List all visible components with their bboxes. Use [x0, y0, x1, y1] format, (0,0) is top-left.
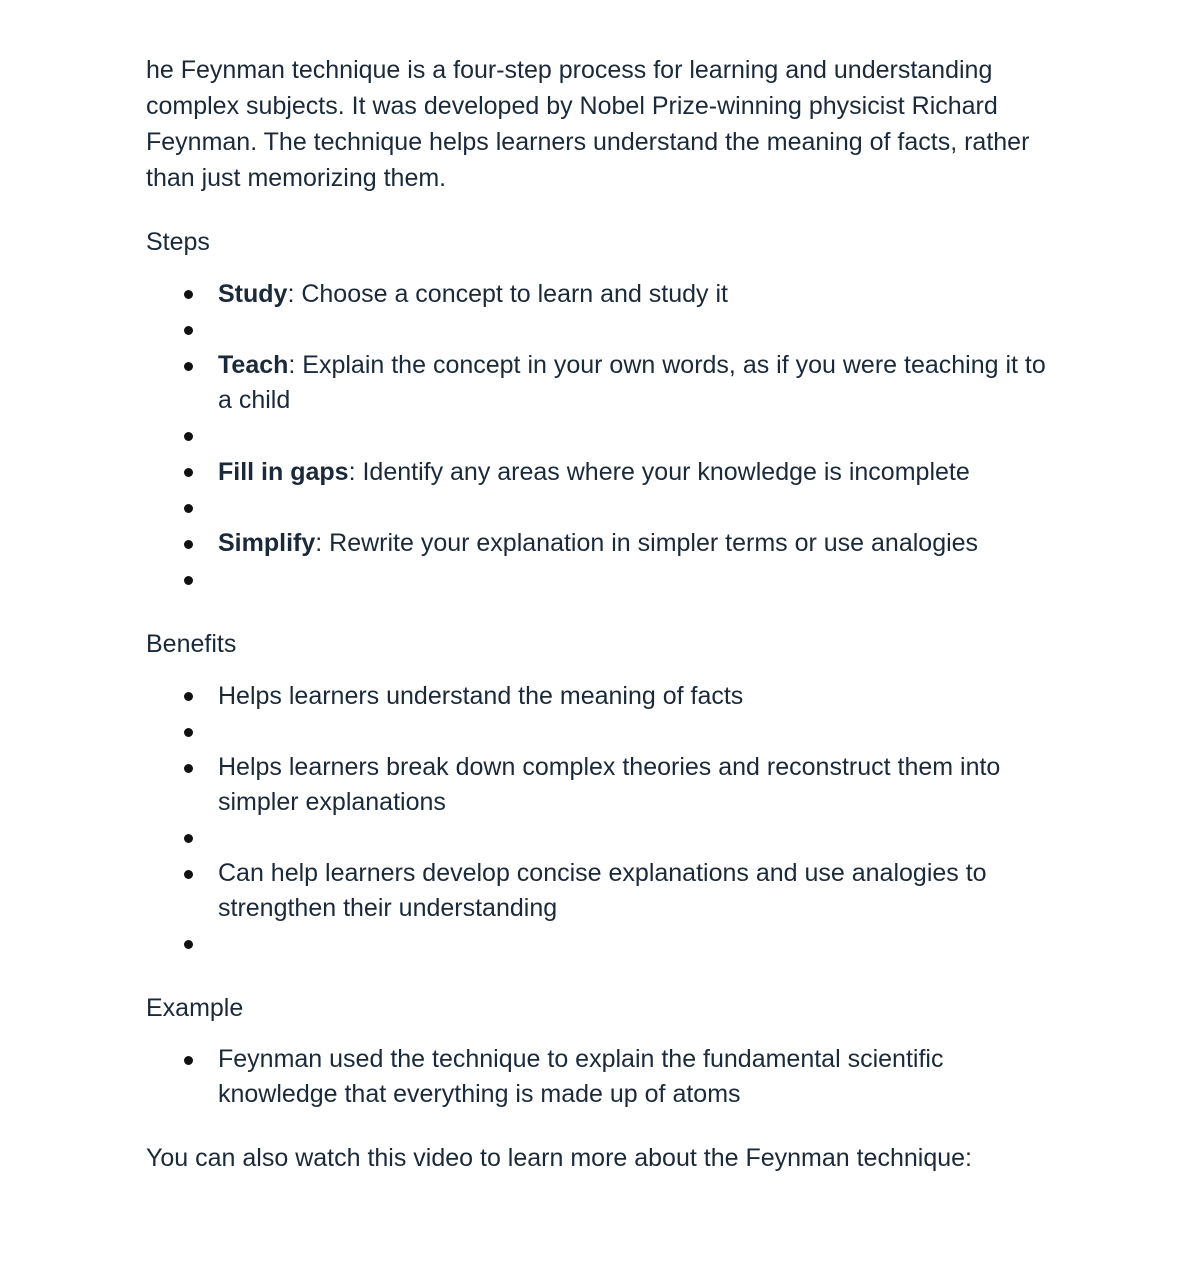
step-term: Fill in gaps	[218, 458, 349, 486]
steps-heading: Steps	[146, 228, 210, 256]
list-item	[218, 714, 1056, 750]
list-item	[218, 490, 1056, 526]
list-item	[218, 526, 1056, 562]
step-text: : Identify any areas where your knowledge is incomplete	[348, 458, 970, 486]
intro-paragraph: he Feynman technique is a four-step process for learning and understanding complex subjects. It was developed by Nobel Prize-winning physicist Richard Feynman. The technique helps learners understand the meaning of facts, rather than just memorizing them.	[146, 56, 1030, 192]
example-heading: Example	[146, 994, 244, 1022]
step-term: Teach	[218, 351, 289, 379]
step-text: : Explain the concept in your own words, as if you were teaching it to a child	[218, 351, 1046, 414]
list-item	[218, 454, 1056, 490]
list-item	[218, 820, 1056, 856]
list-item	[218, 312, 1056, 348]
outro-paragraph: You can also watch this video to learn more about the Feynman technique:	[146, 1144, 972, 1172]
list-item: Feynman used the technique to explain the fundamental scientific knowledge that everything is made up of atoms	[218, 1042, 1056, 1112]
benefits-list	[146, 678, 1056, 962]
list-item	[218, 926, 1056, 962]
step-text: : Rewrite your explanation in simpler terms or use analogies	[315, 529, 979, 557]
list-item	[218, 276, 1056, 312]
steps-list	[146, 276, 1056, 598]
list-item	[218, 348, 1056, 418]
list-item: Helps learners break down complex theories and reconstruct them into simpler explanations	[218, 750, 1056, 820]
example-list	[146, 1042, 1056, 1112]
list-item: Can help learners develop concise explanations and use analogies to strengthen their understanding	[218, 856, 1056, 926]
list-item	[218, 418, 1056, 454]
step-text: : Choose a concept to learn and study it	[287, 280, 729, 308]
step-term: Simplify	[218, 529, 316, 557]
step-term: Study	[218, 280, 288, 308]
list-item	[218, 562, 1056, 598]
document-body	[146, 52, 1056, 1176]
benefits-heading: Benefits	[146, 630, 237, 658]
list-item: Helps learners understand the meaning of facts	[218, 678, 1056, 714]
